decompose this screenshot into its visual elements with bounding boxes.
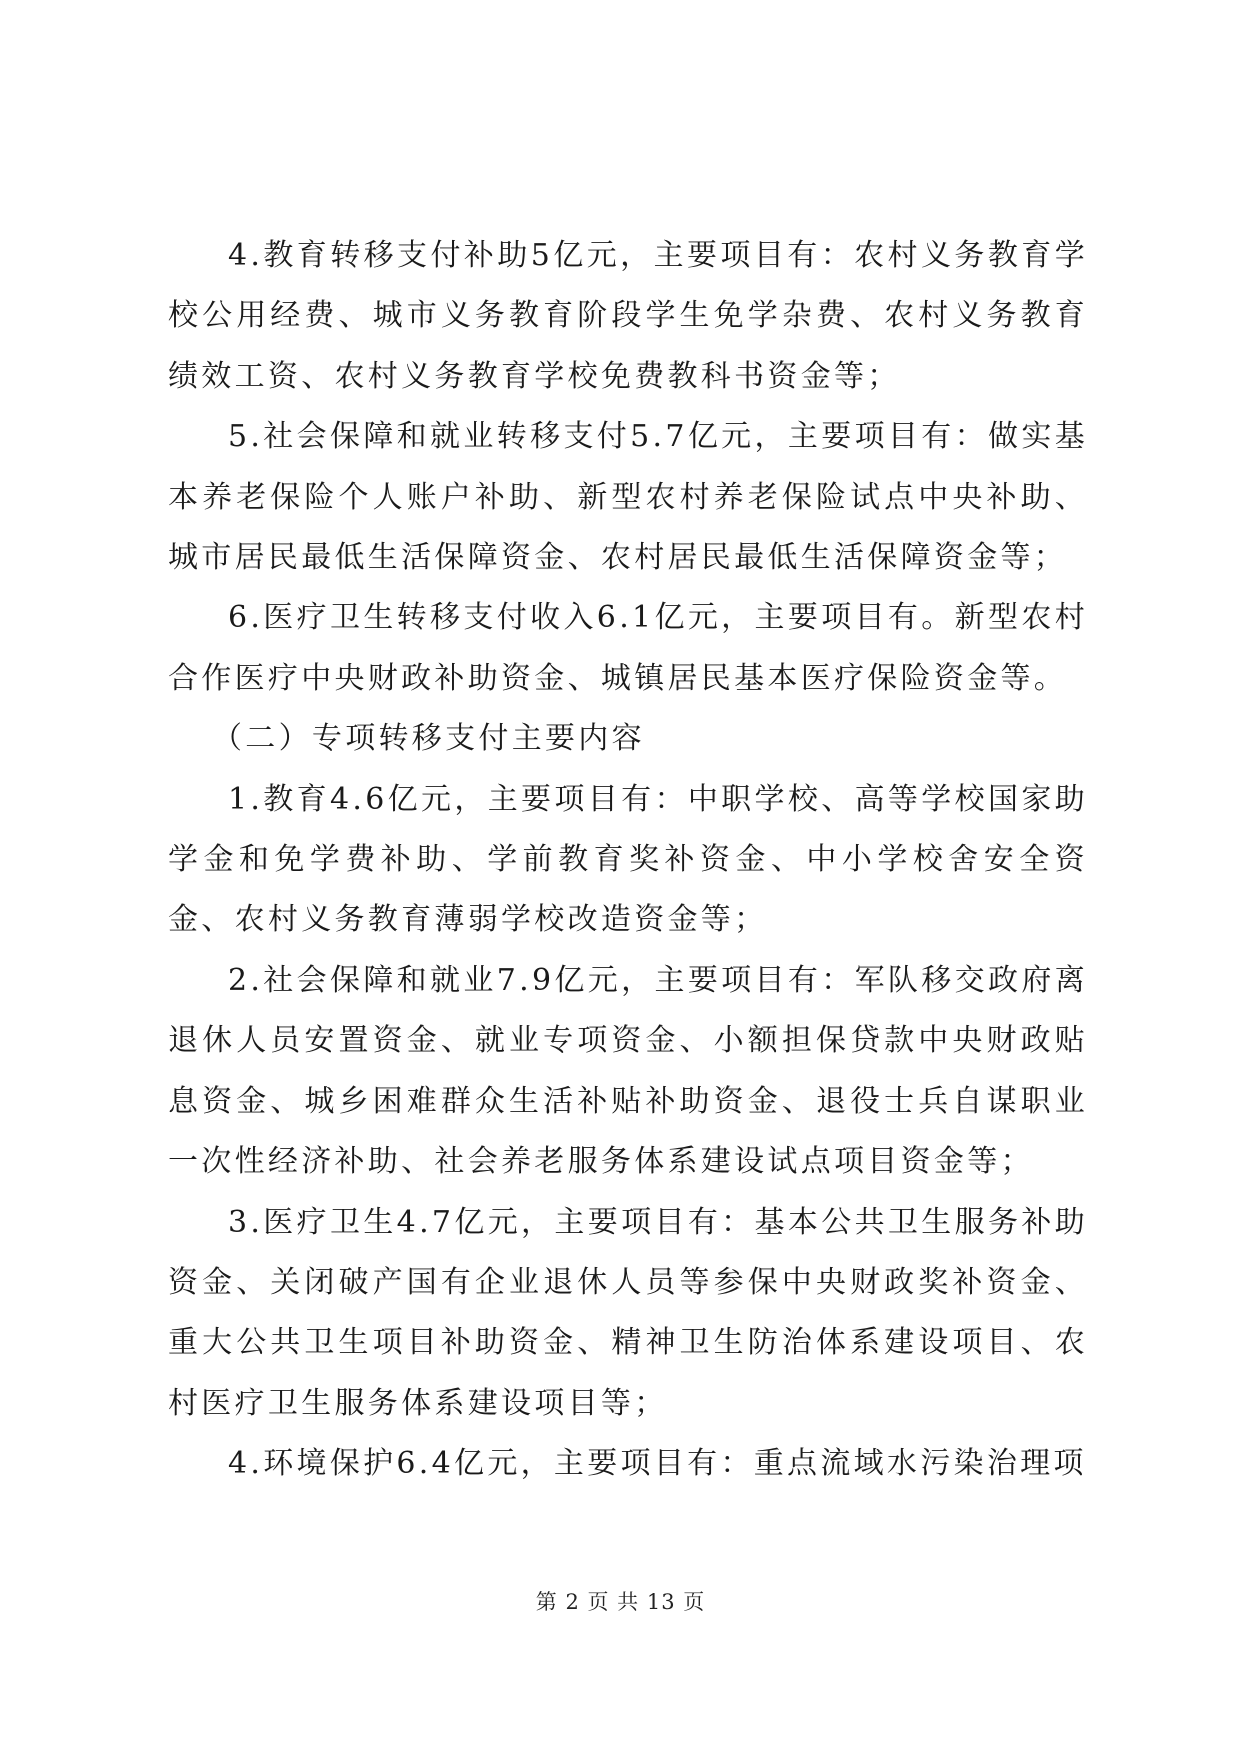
paragraph-special-education: 1.教育4.6亿元，主要项目有：中职学校、高等学校国家助学金和免学费补助、学前教育奖补资金、中小学校舍安全资金、农村义务教育薄弱学校改造资金等； bbox=[168, 781, 1088, 938]
paragraph-education-transfer: 4.教育转移支付补助5亿元，主要项目有：农村义务教育学校公用经费、城市义务教育阶段学生免学杂费、农村义务教育绩效工资、农村义务教育学校免费教科书资金等； bbox=[168, 238, 1088, 394]
paragraph-special-social-security: 2.社会保障和就业7.9亿元，主要项目有：军队移交政府离退休人员安置资金、就业专项资金、小额担保贷款中央财政贴息资金、城乡困难群众生活补贴补助资金、退役士兵自谋职业一次性经济补助、社会养老服务体系建设试点项目资金等； bbox=[168, 962, 1088, 1180]
paragraph-medical-transfer: 6.医疗卫生转移支付收入6.1亿元，主要项目有。新型农村合作医疗中央财政补助资金、城镇居民基本医疗保险资金等。 bbox=[168, 600, 1088, 696]
paragraph-social-security-transfer: 5.社会保障和就业转移支付5.7亿元，主要项目有：做实基本养老保险个人账户补助、新型农村养老保险试点中央补助、城市居民最低生活保障资金、农村居民最低生活保障资金等； bbox=[168, 419, 1088, 576]
paragraph-special-environment: 4.环境保护6.4亿元，主要项目有：重点流域水污染治理项 bbox=[228, 1446, 1087, 1482]
paragraph-special-medical: 3.医疗卫生4.7亿元，主要项目有：基本公共卫生服务补助资金、关闭破产国有企业退休人员等参保中央财政奖补资金、重大公共卫生项目补助资金、精神卫生防治体系建设项目、农村医疗卫生服务体系建设项目等； bbox=[168, 1204, 1088, 1421]
section-heading-special-transfer: （二）专项转移支付主要内容 bbox=[212, 721, 645, 757]
page-number-footer: 第 2 页 共 13 页 bbox=[535, 1590, 706, 1614]
document-body bbox=[168, 226, 1088, 1495]
